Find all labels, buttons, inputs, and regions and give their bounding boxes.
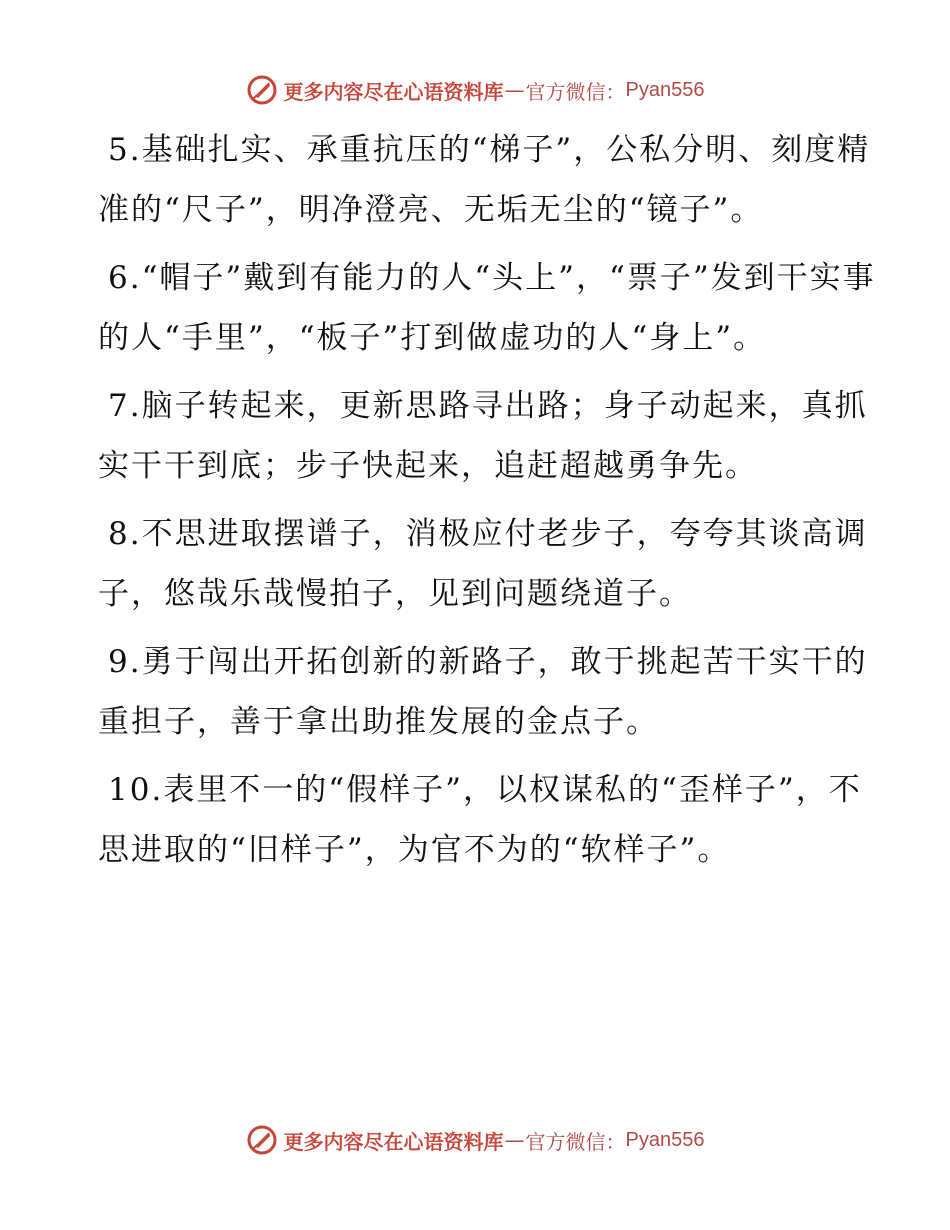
header-banner (0, 70, 950, 110)
footer-dash: — (504, 1128, 525, 1152)
paragraph-text: 基础扎实、承重抗压的“梯子”，公私分明、刻度精准的“尺子”，明净澄亮、无垢无尘的“镜子”。 (98, 132, 871, 228)
footer-wechat-label: 官方微信： (525, 1129, 626, 1154)
paragraph-text: 不思进取摆谱子，消极应付老步子，夸夸其谈高调子，悠哉乐哉慢拍子，见到问题绕道子。 (98, 516, 868, 612)
paragraph-number: 10. (108, 772, 164, 808)
paragraph-text: 脑子转起来，更新思路寻出路；身子动起来，真抓实干干到底；步子快起来，追赶超越勇争先。 (98, 388, 868, 484)
paragraph-text: 勇于闯出开拓创新的新路子，敢于挑起苦干实干的重担子，善于拿出助推发展的金点子。 (98, 644, 868, 740)
paragraph-number: 5. (108, 132, 142, 168)
header-dash: — (504, 78, 525, 102)
paragraph-5 (98, 120, 878, 240)
paragraph-number: 6. (108, 260, 142, 296)
footer-banner (0, 1120, 950, 1160)
header-wechat-label: 官方微信： (525, 79, 626, 104)
footer-wechat-handle: Pyan556 (625, 1128, 705, 1151)
paragraph-number: 8. (108, 516, 142, 552)
feather-pen-logo-icon (246, 74, 278, 106)
paragraph-text: 表里不一的“假样子”，以权谋私的“歪样子”，不思进取的“旧样子”，为官不为的“软样子”。 (98, 772, 862, 868)
paragraph-10 (98, 760, 878, 880)
paragraph-number: 7. (108, 388, 142, 424)
paragraph-8 (98, 504, 878, 624)
paragraph-number: 9. (108, 644, 142, 680)
feather-pen-logo-icon (246, 1124, 278, 1156)
footer-site-text: 更多内容尽在心语资料库 (283, 1129, 504, 1154)
header-wechat-handle: Pyan556 (625, 78, 705, 101)
paragraph-6 (98, 248, 878, 368)
header-site-text: 更多内容尽在心语资料库 (283, 79, 504, 104)
paragraph-7 (98, 376, 878, 496)
document-body (98, 120, 878, 880)
paragraph-text: “帽子”戴到有能力的人“头上”，“票子”发到干实事的人“手里”，“板子”打到做虚功的人“身上”。 (98, 260, 876, 356)
paragraph-9 (98, 632, 878, 752)
